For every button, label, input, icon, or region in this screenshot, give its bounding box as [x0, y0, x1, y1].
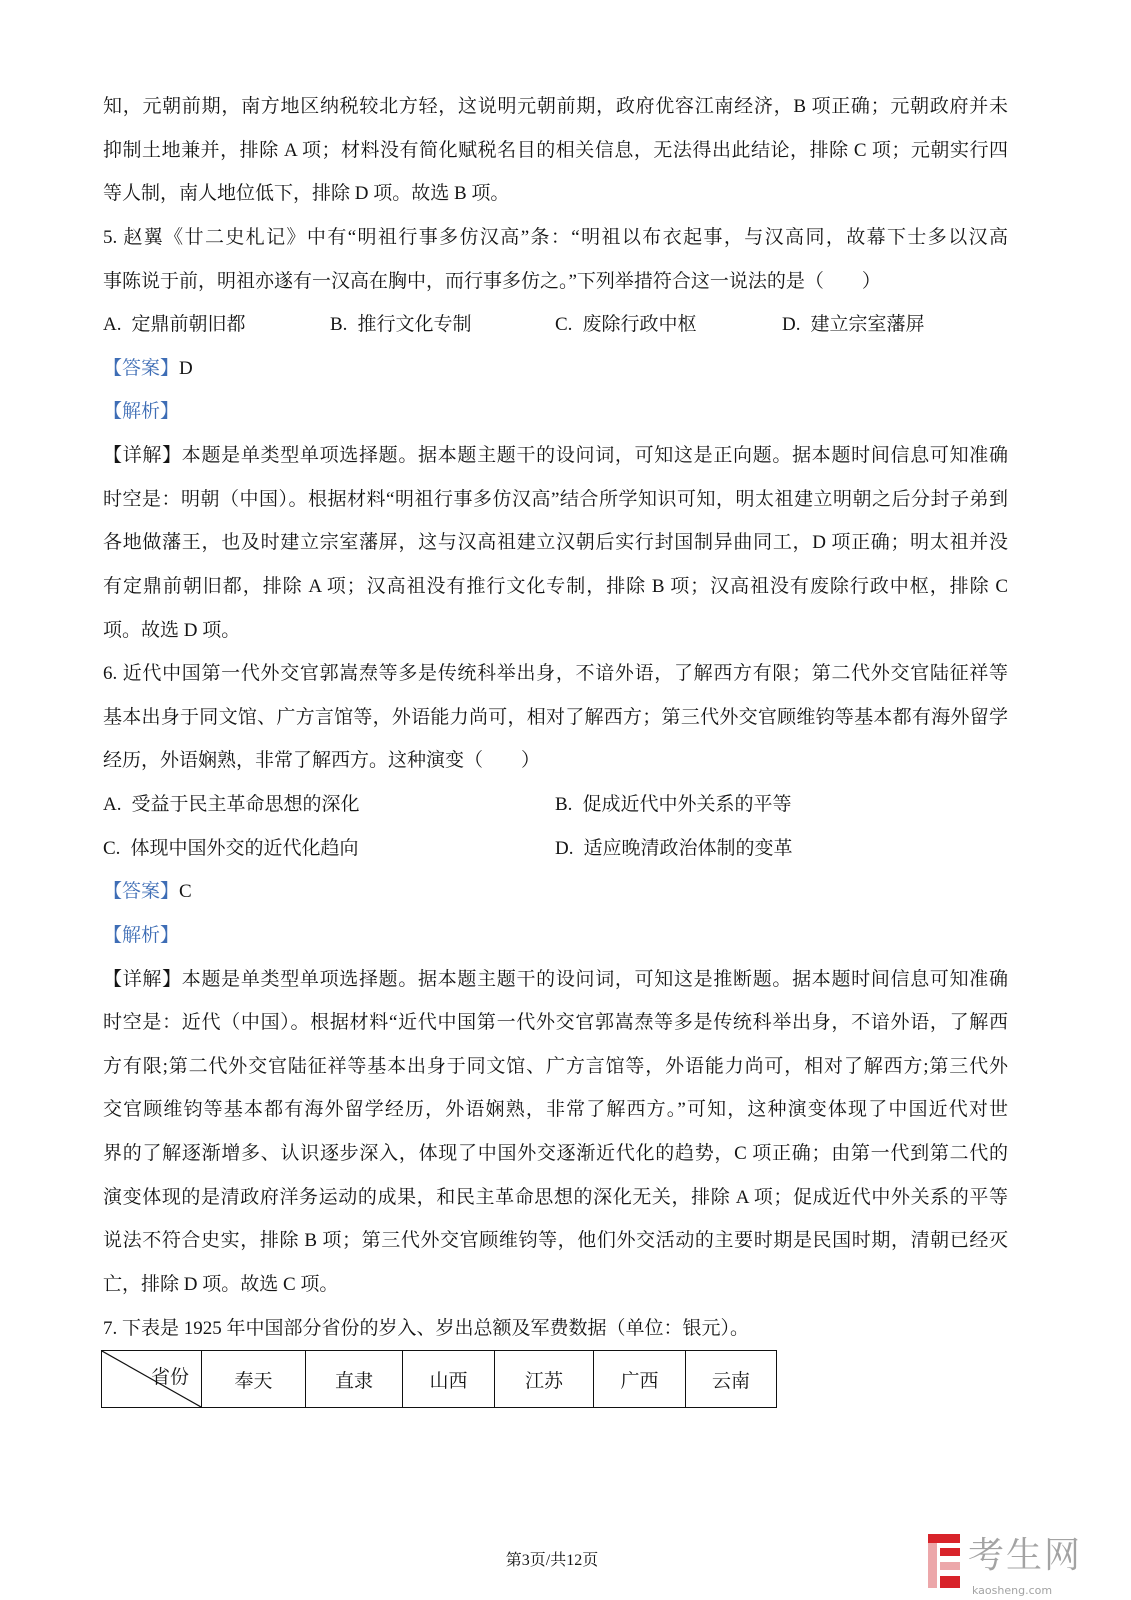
province-table: [101, 1350, 777, 1408]
question-5-detail-line: 各地做藩王，也及时建立宗室藩屏，这与汉高祖建立汉朝后实行封国制异曲同工，D 项正确；明太祖并没: [103, 532, 1008, 554]
question-6-detail-line: 说法不符合史实，排除 B 项；第三代外交官顾维钧等，他们外交活动的主要时期是民国时期，清朝已经灭: [103, 1230, 1008, 1252]
option-text: 体现中国外交的近代化趋向: [130, 837, 359, 859]
answer-value: D: [179, 357, 193, 379]
option-text: 建立宗室藩屏: [810, 314, 925, 336]
question-6-detail-line: 界的了解逐渐增多、认识逐步深入，体现了中国外交逐渐近代化的趋势，C 项正确；由第一代到第二代的: [103, 1143, 1008, 1164]
option-label: A.: [103, 794, 122, 815]
table-column-header: 广西: [594, 1351, 686, 1408]
explanation-line: 知，元朝前期，南方地区纳税较北方轻，这说明元朝前期，政府优容江南经济，B 项正确；元朝政府并未: [103, 96, 1008, 117]
option-label: C.: [555, 314, 573, 336]
question-6-analysis-heading: [103, 914, 1008, 958]
question-5-stem-line: 5. 赵翼《廿二史札记》中有“明祖行事多仿汉高”条：“明祖以布衣起事，与汉高同，故幕下士多以汉高: [103, 226, 1008, 248]
watermark: [926, 1528, 1096, 1598]
option-label: D.: [555, 837, 574, 859]
table-corner-cell: [102, 1351, 202, 1408]
watermark-logo-icon: [926, 1532, 962, 1590]
option-c: [555, 303, 696, 347]
question-6-detail-line: 亡，排除 D 项。故选 C 项。: [103, 1273, 339, 1295]
question-6-detail-line: 交官顾维钧等基本都有海外留学经历，外语娴熟，非常了解西方。”可知，这种演变体现了中国近代对世: [103, 1099, 1008, 1121]
question-5-options: [103, 303, 1008, 347]
option-b: [555, 783, 791, 827]
watermark-brand: 考生网: [968, 1535, 1083, 1576]
answer-value: C: [179, 881, 192, 903]
analysis-tag: 【解析】: [103, 401, 180, 423]
question-5-stem-line: 事陈说于前，明祖亦遂有一汉高在胸中，而行事多仿之。”下列举措符合这一说法的是（ ）: [103, 270, 881, 292]
question-6-options-row: [103, 827, 1008, 871]
question-6-answer: [103, 870, 1008, 914]
question-6-stem-line: 6. 近代中国第一代外交官郭嵩焘等多是传统科举出身，不谙外语，了解西方有限；第二代外交官陆征祥等: [103, 663, 1008, 685]
answer-tag: 【答案】: [103, 357, 180, 379]
page-content: [103, 85, 1008, 1350]
option-label: D.: [782, 314, 801, 336]
option-d: [782, 303, 925, 347]
question-5-answer: [103, 347, 1008, 391]
option-text: 促成近代中外关系的平等: [582, 794, 792, 815]
option-text: 受益于民主革命思想的深化: [131, 794, 360, 815]
table-column-header: 直隶: [306, 1351, 403, 1408]
table-column-header: 云南: [686, 1351, 777, 1408]
question-5-detail-line: 【详解】本题是单类型单项选择题。据本题主题干的设问词，可知这是正向题。据本题时间信息可知准确: [103, 445, 1008, 466]
option-b: [330, 303, 471, 347]
option-text: 推行文化专制: [357, 314, 472, 336]
analysis-tag: 【解析】: [103, 924, 180, 946]
option-text: 定鼎前朝旧都: [131, 314, 246, 336]
option-label: C.: [103, 837, 121, 859]
question-6-options-row: [103, 783, 1008, 827]
question-5-analysis-heading: [103, 390, 1008, 434]
page-number: 第3页/共12页: [505, 1552, 599, 1569]
explanation-line: 等人制，南人地位低下，排除 D 项。故选 B 项。: [103, 183, 510, 205]
option-label: A.: [103, 314, 122, 336]
table-column-header: 奉天: [202, 1351, 306, 1408]
table-corner-label: 省份: [150, 1367, 189, 1388]
question-7-stem: 7. 下表是 1925 年中国部分省份的岁入、岁出总额及军费数据（单位：银元）。: [103, 1317, 750, 1339]
option-a: [103, 303, 246, 347]
question-6-stem-line: 经历，外语娴熟，非常了解西方。这种演变（ ）: [103, 750, 541, 772]
option-label: B.: [555, 794, 573, 815]
option-label: B.: [330, 314, 348, 336]
option-a: [103, 783, 360, 827]
question-6-detail-line: 时空是：近代（中国）。根据材料“近代中国第一代外交官郭嵩焘等多是传统科举出身，不谙外语，了解西: [103, 1012, 1008, 1034]
question-6-detail-line: 【详解】本题是单类型单项选择题。据本题主题干的设问词，可知这是推断题。据本题时间信息可知准确: [103, 968, 1008, 990]
option-text: 适应晚清政治体制的变革: [583, 837, 793, 859]
question-5-detail-line: 时空是：明朝（中国）。根据材料“明祖行事多仿汉高”结合所学知识可知，明太祖建立明朝之后分封子弟到: [103, 488, 1008, 510]
option-d: [555, 827, 793, 871]
watermark-domain: kaosheng.com: [972, 1584, 1053, 1597]
table-column-header: 山西: [403, 1351, 495, 1408]
option-c: [103, 827, 358, 871]
option-text: 废除行政中枢: [582, 314, 697, 336]
question-6-detail-line: 方有限;第二代外交官陆征祥等基本出身于同文馆、广方言馆等，外语能力尚可，相对了解西方;第三代外: [103, 1055, 1008, 1077]
answer-tag: 【答案】: [103, 881, 180, 903]
question-6-detail-line: 演变体现的是清政府洋务运动的成果，和民主革命思想的深化无关，排除 A 项；促成近代中外关系的平等: [103, 1186, 1008, 1208]
table-column-header: 江苏: [495, 1351, 594, 1408]
question-5-detail-line: 有定鼎前朝旧都，排除 A 项；汉高祖没有推行文化专制，排除 B 项；汉高祖没有废除行政中枢，排除 C: [103, 575, 1008, 597]
table-header-row: [102, 1351, 777, 1408]
question-6-stem-line: 基本出身于同文馆、广方言馆等，外语能力尚可，相对了解西方；第三代外交官顾维钧等基本都有海外留学: [103, 706, 1008, 728]
explanation-line: 抑制土地兼并，排除 A 项；材料没有简化赋税名目的相关信息，无法得出此结论，排除 C 项；元朝实行四: [103, 139, 1008, 161]
question-5-detail-line: 项。故选 D 项。: [103, 619, 241, 641]
